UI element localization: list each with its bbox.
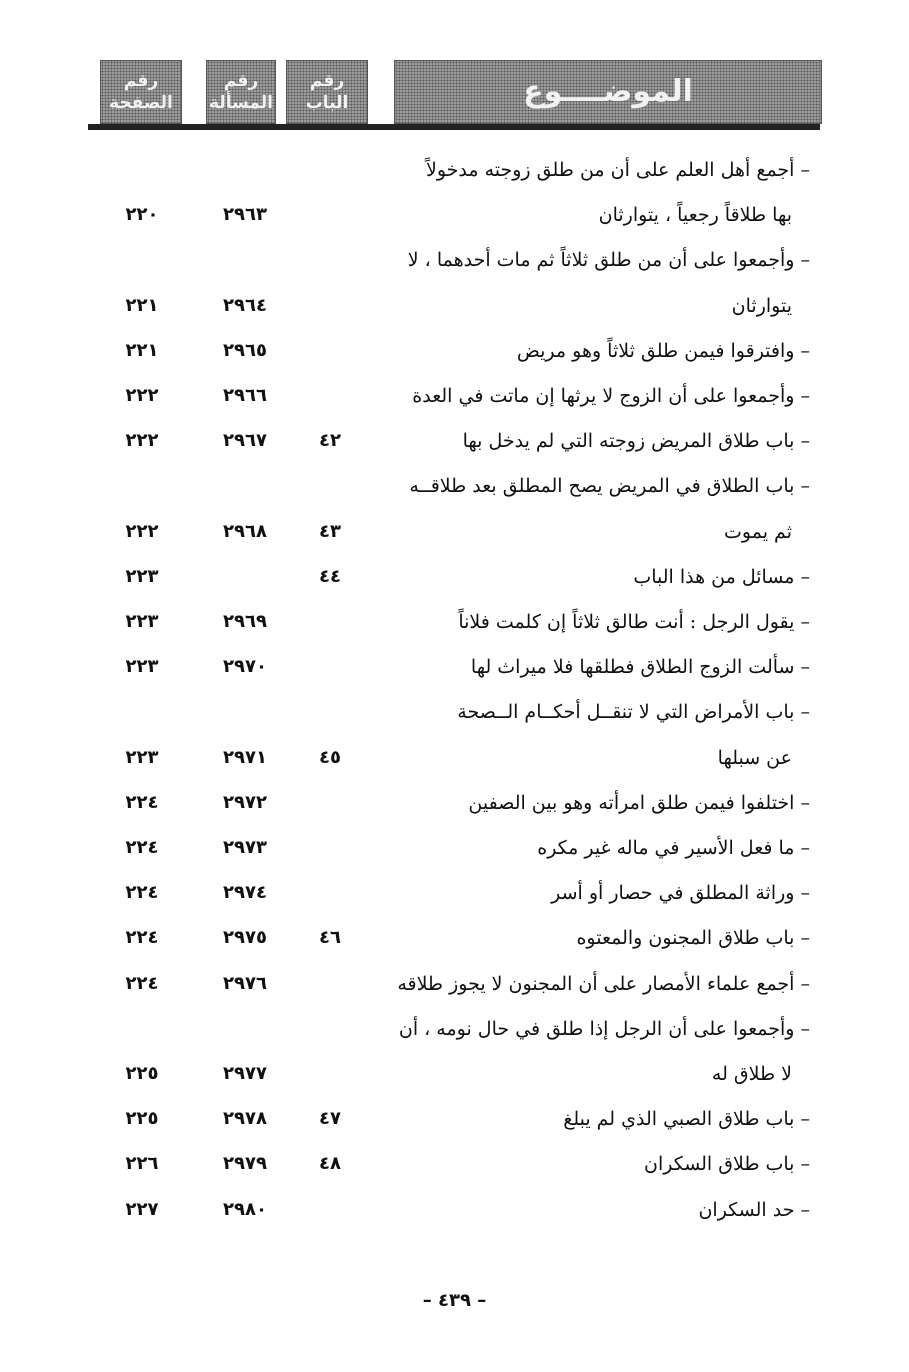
row-chapter-number: ٤٢ bbox=[319, 430, 341, 451]
row-topic: – اختلفوا فيمن طلق امرأته وهو بين الصفين bbox=[468, 792, 810, 814]
row-issue-number: ٢٩٧٥ bbox=[223, 927, 267, 948]
column-header-page-line2: الصفحة bbox=[109, 93, 173, 113]
row-issue-number: ٢٩٧٦ bbox=[223, 973, 267, 994]
index-row bbox=[90, 1188, 820, 1232]
column-header-topic-label: الموضــــوع bbox=[523, 74, 693, 109]
row-page-number: ٢٢٧ bbox=[125, 1199, 159, 1220]
index-row bbox=[90, 238, 820, 282]
row-page-number: ٢٢٠ bbox=[125, 204, 159, 225]
index-row bbox=[90, 1097, 820, 1141]
row-chapter-number: ٤٧ bbox=[319, 1108, 341, 1129]
page-number: – ٤٣٩ – bbox=[422, 1290, 487, 1311]
row-page-number: ٢٢٣ bbox=[125, 656, 159, 677]
row-page-number: ٢٢٤ bbox=[125, 973, 159, 994]
row-topic: لا طلاق له bbox=[711, 1063, 792, 1085]
row-topic: – وافترقوا فيمن طلق ثلاثاً وهو مريض bbox=[516, 340, 810, 362]
row-topic: – أجمع أهل العلم على أن من طلق زوجته مدخولاً bbox=[426, 159, 810, 181]
row-topic: – سألت الزوج الطلاق فطلقها فلا ميراث لها bbox=[470, 656, 810, 678]
row-issue-number: ٢٩٧٨ bbox=[223, 1108, 267, 1129]
row-page-number: ٢٢٥ bbox=[125, 1063, 159, 1084]
row-page-number: ٢٢٥ bbox=[125, 1108, 159, 1129]
row-topic: – حد السكران bbox=[698, 1199, 810, 1221]
index-row bbox=[90, 555, 820, 599]
index-row bbox=[90, 600, 820, 644]
row-topic: – وأجمعوا على أن من طلق ثلاثاً ثم مات أحدهما ، لا bbox=[407, 249, 810, 271]
row-topic: – باب الأمراض التي لا تنقــل أحكــام الــصحة bbox=[457, 701, 810, 723]
row-chapter-number: ٤٤ bbox=[319, 566, 341, 587]
index-row bbox=[90, 148, 820, 192]
row-chapter-number: ٤٥ bbox=[319, 747, 341, 768]
index-row bbox=[90, 329, 820, 373]
row-page-number: ٢٢٣ bbox=[125, 747, 159, 768]
row-chapter-number: ٤٨ bbox=[319, 1153, 341, 1174]
index-row bbox=[90, 645, 820, 689]
row-topic: – وأجمعوا على أن الزوج لا يرثها إن ماتت في العدة bbox=[412, 385, 810, 407]
row-issue-number: ٢٩٨٠ bbox=[223, 1199, 267, 1220]
row-topic: – باب طلاق المريض زوجته التي لم يدخل بها bbox=[462, 430, 810, 452]
row-topic: – يقول الرجل : أنت طالق ثلاثاً إن كلمت فلاناً bbox=[458, 611, 810, 633]
row-topic: – وأجمعوا على أن الرجل إذا طلق في حال نومه ، أن bbox=[398, 1018, 810, 1040]
row-issue-number: ٢٩٦٧ bbox=[223, 430, 267, 451]
column-header-chapter-line1: رقم bbox=[309, 71, 345, 91]
row-topic: بها طلاقاً رجعياً ، يتوارثان bbox=[598, 204, 792, 226]
row-page-number: ٢٢٤ bbox=[125, 792, 159, 813]
row-topic: عن سبلها bbox=[717, 747, 792, 769]
row-page-number: ٢٢٣ bbox=[125, 611, 159, 632]
index-row bbox=[90, 690, 820, 734]
index-row bbox=[90, 510, 820, 554]
row-chapter-number: ٤٣ bbox=[319, 521, 341, 542]
row-page-number: ٢٢٦ bbox=[125, 1153, 159, 1174]
row-issue-number: ٢٩٧٢ bbox=[223, 792, 267, 813]
index-row bbox=[90, 871, 820, 915]
row-topic: – ما فعل الأسير في ماله غير مكره bbox=[537, 837, 810, 859]
row-page-number: ٢٢٢ bbox=[125, 521, 159, 542]
index-row bbox=[90, 1142, 820, 1186]
row-page-number: ٢٢١ bbox=[125, 295, 159, 316]
row-issue-number: ٢٩٧٠ bbox=[223, 656, 267, 677]
row-topic: – مسائل من هذا الباب bbox=[633, 566, 810, 588]
row-issue-number: ٢٩٧٧ bbox=[223, 1063, 267, 1084]
row-issue-number: ٢٩٦٤ bbox=[223, 295, 267, 316]
row-page-number: ٢٢٢ bbox=[125, 430, 159, 451]
row-topic: يتوارثان bbox=[731, 295, 792, 317]
row-topic: – باب طلاق الصبي الذي لم يبلغ bbox=[563, 1108, 810, 1130]
row-issue-number: ٢٩٧١ bbox=[223, 747, 267, 768]
column-header-issue-line2: المسألة bbox=[209, 93, 273, 113]
row-issue-number: ٢٩٧٤ bbox=[223, 882, 267, 903]
row-page-number: ٢٢٣ bbox=[125, 566, 159, 587]
index-row bbox=[90, 916, 820, 960]
index-row bbox=[90, 962, 820, 1006]
index-row bbox=[90, 781, 820, 825]
index-row bbox=[90, 826, 820, 870]
row-issue-number: ٢٩٦٩ bbox=[223, 611, 267, 632]
index-row bbox=[90, 1007, 820, 1051]
row-issue-number: ٢٩٦٣ bbox=[223, 204, 267, 225]
index-row bbox=[90, 419, 820, 463]
row-topic: – باب الطلاق في المريض يصح المطلق بعد طلاقــه bbox=[409, 475, 810, 497]
column-header-chapter-line2: الباب bbox=[305, 93, 349, 113]
row-topic: – أجمع علماء الأمصار على أن المجنون لا يجوز طلاقه bbox=[397, 973, 810, 995]
row-chapter-number: ٤٦ bbox=[319, 927, 341, 948]
row-issue-number: ٢٩٧٩ bbox=[223, 1153, 267, 1174]
index-row bbox=[90, 284, 820, 328]
row-topic: – وراثة المطلق في حصار أو أسر bbox=[551, 882, 810, 904]
row-issue-number: ٢٩٦٨ bbox=[223, 521, 267, 542]
row-issue-number: ٢٩٦٥ bbox=[223, 340, 267, 361]
row-topic: – باب طلاق المجنون والمعتوه bbox=[576, 927, 810, 949]
row-topic: – باب طلاق السكران bbox=[643, 1153, 810, 1175]
index-row bbox=[90, 193, 820, 237]
row-page-number: ٢٢٤ bbox=[125, 837, 159, 858]
row-page-number: ٢٢٤ bbox=[125, 927, 159, 948]
column-header-issue-line1: رقم bbox=[223, 71, 259, 91]
row-topic: ثم يموت bbox=[724, 521, 792, 543]
row-issue-number: ٢٩٦٦ bbox=[223, 385, 267, 406]
row-page-number: ٢٢٢ bbox=[125, 385, 159, 406]
index-row bbox=[90, 1052, 820, 1096]
column-header-page-line1: رقم bbox=[123, 71, 159, 91]
index-row bbox=[90, 464, 820, 508]
index-row bbox=[90, 736, 820, 780]
index-row bbox=[90, 374, 820, 418]
row-issue-number: ٢٩٧٣ bbox=[223, 837, 267, 858]
row-page-number: ٢٢٤ bbox=[125, 882, 159, 903]
row-page-number: ٢٢١ bbox=[125, 340, 159, 361]
